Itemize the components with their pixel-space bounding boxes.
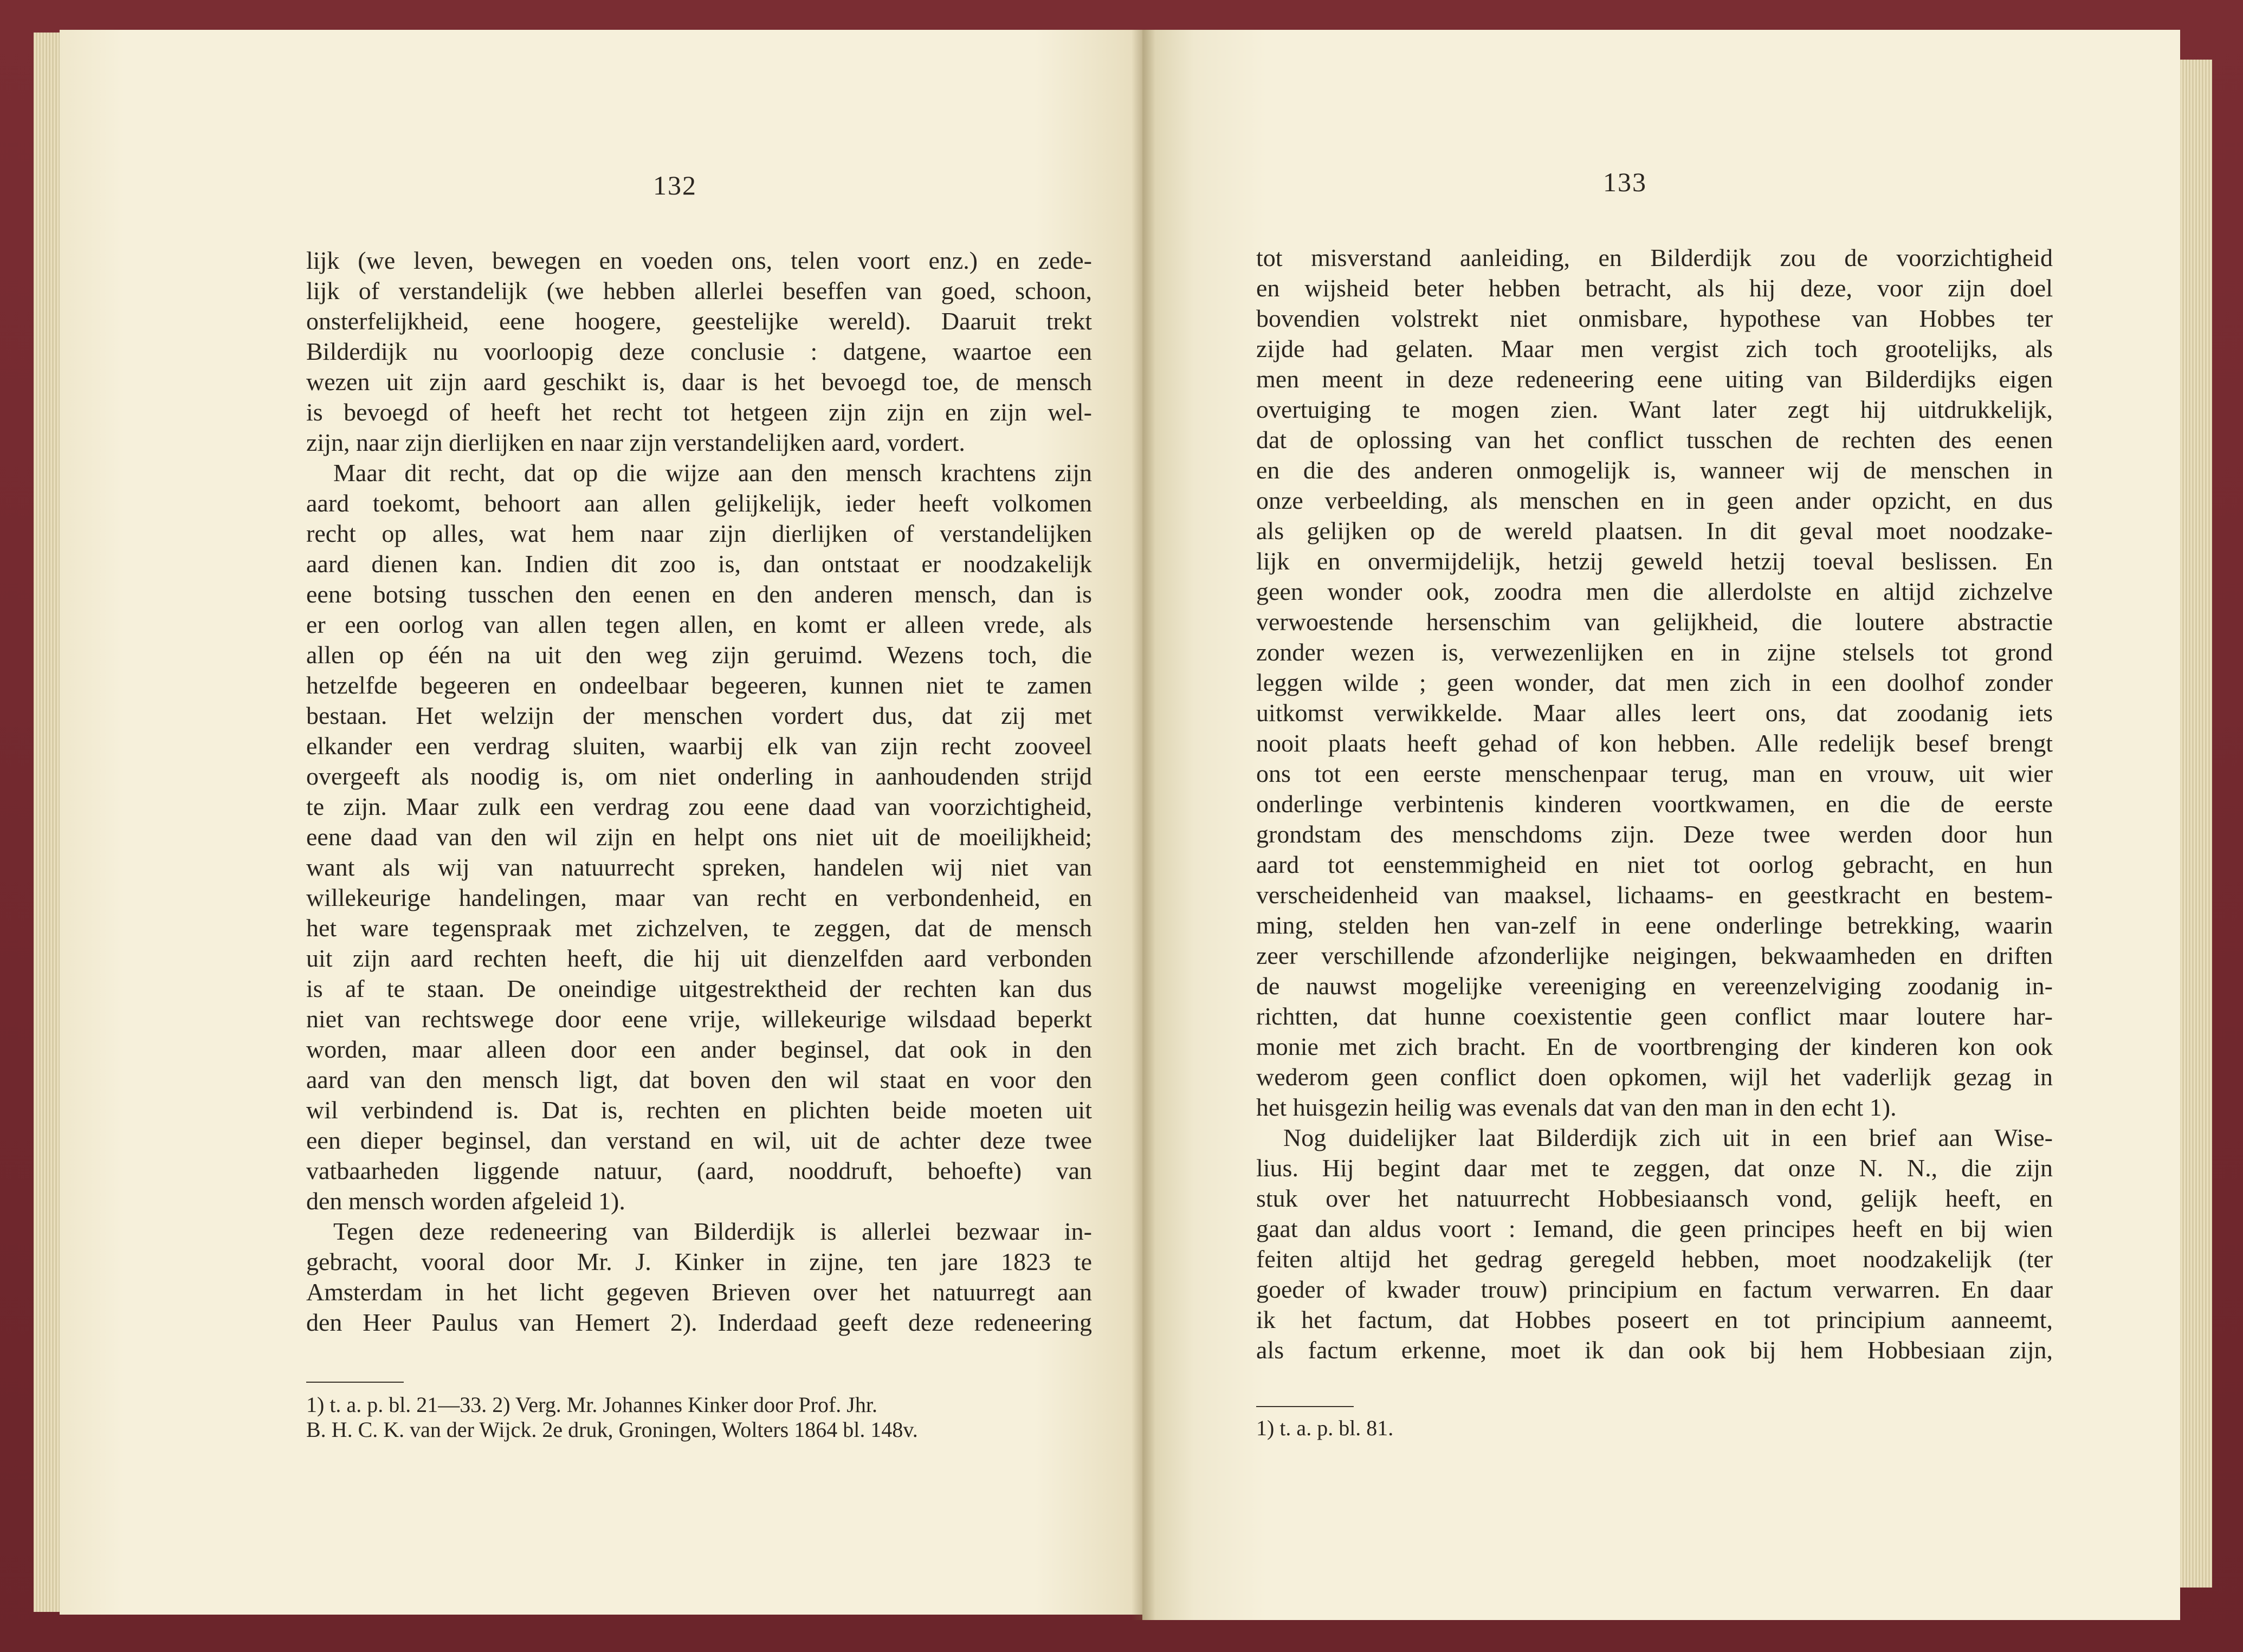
text-line: Maar dit recht, dat op die wijze aan den mensch krachtens zijn <box>333 459 1092 487</box>
text-line: overgeeft als noodig is, om niet onderling in aanhoudenden strijd <box>306 762 1092 790</box>
text-line: stuk over het natuurrecht Hobbesiaansch vond, gelijk heeft, en <box>1256 1184 2053 1212</box>
text-line: zijde had gelaten. Maar men vergist zich toch grootelijks, als <box>1256 335 2053 362</box>
text-line: onze verbeelding, als menschen en in geen ander opzicht, en dus <box>1256 487 2053 514</box>
left-page <box>60 30 1142 1615</box>
text-line: lijk en onvermijdelijk, hetzij geweld hetzij toeval beslissen. En <box>1256 547 2053 575</box>
text-line: Nog duidelijker laat Bilderdijk zich uit in een brief aan Wise- <box>1283 1124 2053 1151</box>
footnote-rule-right <box>1256 1406 1354 1407</box>
text-line: verwoestende hersenschim van gelijkheid, die loutere abstractie <box>1256 608 2053 636</box>
right-page <box>1142 30 2180 1620</box>
text-line: wil verbindend is. Dat is, rechten en plichten beide moeten uit <box>306 1096 1092 1124</box>
text-line: onsterfelijkheid, eene hoogere, geestelijke wereld). Daaruit trekt <box>306 307 1092 335</box>
text-line: men meent in deze redeneering eene uiting van Bilderdijks eigen <box>1256 365 2053 393</box>
text-line: nooit plaats heeft gehad of kon hebben. Alle redelijk besef brengt <box>1256 729 2053 757</box>
text-line: 1) t. a. p. bl. 81. <box>1256 1416 1394 1440</box>
text-line: is af te staan. De oneindige uitgestrektheid der rechten kan dus <box>306 975 1092 1002</box>
text-line: zeer verschillende afzonderlijke neigingen, bekwaamheden en driften <box>1256 942 2053 969</box>
text-line: goeder of kwader trouw) principium en factum verwarren. En daar <box>1256 1275 2053 1303</box>
text-line: ming, stelden hen van-zelf in eene onderlinge betrekking, waarin <box>1256 911 2053 939</box>
text-line: en wijsheid beter hebben betracht, als hij deze, voor zijn doel <box>1256 274 2053 302</box>
text-line: gaat dan aldus voort : Iemand, die geen principes heeft en bij wien <box>1256 1215 2053 1242</box>
text-line: uitkomst verwikkelde. Maar alles leert ons, dat zoodanig iets <box>1256 699 2053 727</box>
text-line: ons tot een eerste menschenpaar terug, man en vrouw, uit wier <box>1256 760 2053 787</box>
text-line: wezen uit zijn aard geschikt is, daar is het bevoegd toe, de mensch <box>306 368 1092 396</box>
text-line: worden, maar alleen door een ander beginsel, dat ook in den <box>306 1035 1092 1063</box>
text-line: vatbaarheden liggende natuur, (aard, nooddruft, behoefte) van <box>306 1157 1092 1184</box>
text-line: Bilderdijk nu voorloopig deze conclusie : datgene, waartoe een <box>306 338 1092 365</box>
book-gutter <box>1132 30 1155 1620</box>
text-line: en die des anderen onmogelijk is, wanneer wij de menschen in <box>1256 456 2053 484</box>
text-line: als factum erkenne, moet ik dan ook bij hem Hobbesiaan zijn, <box>1256 1336 2053 1364</box>
text-line: aard toekomt, behoort aan allen gelijkelijk, ieder heeft volkomen <box>306 489 1092 517</box>
text-line: niet van rechtswege door eene vrije, willekeurige wilsdaad beperkt <box>306 1005 1092 1033</box>
text-line: zonder wezen is, verwezenlijken en in zijne stelsels tot grond <box>1256 638 2053 666</box>
text-line: aard van den mensch ligt, dat boven den wil staat en voor den <box>306 1066 1092 1093</box>
text-line: leggen wilde ; geen wonder, dat men zich in een doolhof zonder <box>1256 669 2053 696</box>
right-page-footnotes <box>1256 1416 2053 1441</box>
text-line: er een oorlog van allen tegen allen, en komt er alleen vrede, als <box>306 611 1092 638</box>
text-line: overtuiging te mogen zien. Want later zegt hij uitdrukkelijk, <box>1256 396 2053 423</box>
text-line: elkander een verdrag sluiten, waarbij elk van zijn recht zooveel <box>306 732 1092 760</box>
text-line: verscheidenheid van maaksel, lichaams- en geestkracht en bestem- <box>1256 881 2053 909</box>
text-line: lius. Hij begint daar met te zeggen, dat onze N. N., die zijn <box>1256 1154 2053 1182</box>
text-line: bovendien volstrekt niet onmisbare, hypothese van Hobbes ter <box>1256 305 2053 332</box>
text-line: want als wij van natuurrecht spreken, handelen wij niet van <box>306 853 1092 881</box>
text-line: den mensch worden afgeleid 1). <box>306 1187 625 1215</box>
text-line: Amsterdam in het licht gegeven Brieven over het natuurregt aan <box>306 1278 1092 1306</box>
text-line: ik het factum, dat Hobbes poseert en tot principium aanneemt, <box>1256 1306 2053 1333</box>
text-line: aard dienen kan. Indien dit zoo is, dan ontstaat er noodzakelijk <box>306 550 1092 578</box>
text-line: uit zijn aard rechten heeft, die hij uit dienzelfden aard verbonden <box>306 944 1092 972</box>
text-line: geen wonder ook, zoodra men die allerdolste en altijd zichzelve <box>1256 578 2053 605</box>
text-line: willekeurige handelingen, maar van recht en verbondenheid, en <box>306 884 1092 911</box>
text-line: onderlinge verbintenis kinderen voortkwamen, en die de eerste <box>1256 790 2053 818</box>
text-line: zijn, naar zijn dierlijken en naar zijn verstandelijken aard, vordert. <box>306 429 965 456</box>
text-line: eene botsing tusschen den eenen en den anderen mensch, dan is <box>306 580 1092 608</box>
text-line: richtten, dat hunne coexistentie geen conflict maar loutere har- <box>1256 1002 2053 1030</box>
footnote-rule-left <box>306 1382 404 1383</box>
text-line: lijk of verstandelijk (we hebben allerlei beseffen van goed, schoon, <box>306 277 1092 305</box>
text-line: gebracht, vooral door Mr. J. Kinker in zijne, ten jare 1823 te <box>306 1248 1092 1275</box>
text-line: is bevoegd of heeft het recht tot hetgeen zijn zijn en zijn wel- <box>306 398 1092 426</box>
text-line: B. H. C. K. van der Wijck. 2e druk, Groningen, Wolters 1864 bl. 148v. <box>306 1417 918 1442</box>
text-line: den Heer Paulus van Hemert 2). Inderdaad geeft deze redeneering <box>306 1308 1092 1336</box>
page-number-left: 132 <box>653 170 697 200</box>
text-line: 1) t. a. p. bl. 21—33. 2) Verg. Mr. Johannes Kinker door Prof. Jhr. <box>306 1392 877 1417</box>
text-line: het huisgezin heilig was evenals dat van den man in den echt 1). <box>1256 1093 1897 1121</box>
text-line: eene daad van den wil zijn en helpt ons niet uit de moeilijkheid; <box>306 823 1092 851</box>
left-page-footnotes <box>306 1392 1092 1442</box>
text-line: dat de oplossing van het conflict tusschen de rechten des eenen <box>1256 426 2053 454</box>
text-line: recht op alles, wat hem naar zijn dierlijken of verstandelijken <box>306 520 1092 547</box>
text-line: aard tot eenstemmigheid en niet tot oorlog gebracht, en hun <box>1256 851 2053 878</box>
text-line: bestaan. Het welzijn der menschen vordert dus, dat zij met <box>306 702 1092 729</box>
right-page-body <box>1256 243 2053 1365</box>
text-line: grondstam des menschdoms zijn. Deze twee werden door hun <box>1256 820 2053 848</box>
page-number-right: 133 <box>1603 167 1647 197</box>
text-line: als gelijken op de wereld plaatsen. In dit geval moet noodzake- <box>1256 517 2053 545</box>
text-line: een dieper beginsel, dan verstand en wil, uit de achter deze twee <box>306 1126 1092 1154</box>
text-line: te zijn. Maar zulk een verdrag zou eene daad van voorzichtigheid, <box>306 793 1092 820</box>
text-line: tot misverstand aanleiding, en Bilderdijk zou de voorzichtigheid <box>1256 244 2053 271</box>
text-line: feiten altijd het gedrag geregeld hebben, moet noodzakelijk (ter <box>1256 1245 2053 1273</box>
text-line: lijk (we leven, bewegen en voeden ons, telen voort enz.) en zede- <box>306 247 1092 274</box>
text-line: wederom geen conflict doen opkomen, wijl het vaderlijk gezag in <box>1256 1063 2053 1091</box>
text-line: Tegen deze redeneering van Bilderdijk is allerlei bezwaar in- <box>333 1217 1092 1245</box>
text-line: monie met zich bracht. En de voortbrenging der kinderen kon ook <box>1256 1033 2053 1060</box>
text-line: de nauwst mogelijke vereeniging en vereenzelviging zoodanig in- <box>1256 972 2053 1000</box>
left-page-body <box>306 245 1092 1338</box>
text-line: het ware tegenspraak met zichzelven, te zeggen, dat de mensch <box>306 914 1092 942</box>
text-line: hetzelfde begeeren en ondeelbaar begeeren, kunnen niet te zamen <box>306 671 1092 699</box>
text-line: allen op één na uit den weg zijn geruimd. Wezens toch, die <box>306 641 1092 669</box>
